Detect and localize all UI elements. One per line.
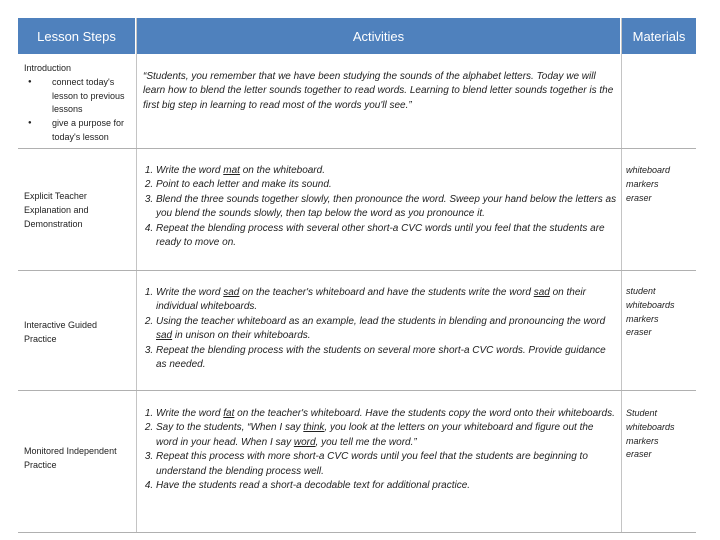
activity-list [143, 164, 617, 250]
material-item: whiteboard [626, 165, 671, 175]
activity-guided-practice [143, 286, 617, 372]
target-word: mat [223, 165, 240, 176]
activity-list [143, 407, 617, 493]
step-bullet-list [24, 76, 134, 145]
activity-explicit-teacher [143, 164, 617, 250]
step-bullet: ● connect today's lesson to previous lessons [52, 76, 134, 117]
step-independent-practice [24, 445, 124, 473]
header-activities-label: Activities [352, 28, 405, 44]
material-item: markers [626, 435, 659, 446]
header-lesson-steps [18, 18, 135, 54]
list-item: 1. Write the word sad on the teacher's whiteboard and have the students write the word sad on their individual whiteboards. [156, 286, 617, 315]
header-activities [137, 18, 620, 54]
column-divider [136, 18, 137, 532]
list-item: 3. Blend the three sounds together slowly, then pronounce the word. Sweep your hand below the letters as you blend the sounds slowly, then tap below the word as you pronounce it. [156, 193, 617, 222]
target-word: word [293, 436, 316, 448]
step-title: Explicit Teacher Explanation and Demonstration [24, 191, 89, 229]
list-item: 4. Repeat the blending process with several other short-a CVC words until you feel that the students are ready to move on. [156, 222, 617, 251]
material-item: whiteboards [626, 299, 675, 310]
list-item: 2. Using the teacher whiteboard as an example, lead the students in blending and pronouncing the word sad in unison on their whiteboards. [156, 315, 617, 344]
list-item: 4. Have the students read a short-a decodable text for additional practice. [156, 479, 617, 493]
row-divider [18, 148, 696, 149]
row-divider [18, 270, 696, 271]
step-introduction [24, 62, 134, 145]
step-title: Introduction [24, 63, 72, 73]
step-title: Monitored Independent Practice [24, 446, 117, 470]
list-item: 2. Say to the students, “When I say think, you look at the letters on your whiteboard and figure out the word in your head. When I say word, you tell me the word.” [156, 421, 617, 450]
activity-independent-practice [143, 407, 617, 493]
column-divider [621, 18, 622, 532]
materials-guided-practice [626, 285, 696, 340]
row-divider [18, 532, 696, 533]
row-divider [18, 390, 696, 391]
material-item: whiteboards [626, 421, 675, 432]
step-title: Interactive Guided Practice [24, 320, 98, 344]
activity-paragraph: “Students, you remember that we have been studying the sounds of the alphabet letters. Today we will learn how to blend the letter sounds together to read words. Learning to blend letter sounds together is the first big step in learning to read most of the words you'll see.” [143, 71, 614, 111]
header-materials [622, 18, 696, 54]
step-guided-practice [24, 319, 104, 347]
material-item: eraser [626, 192, 652, 203]
step-bullet: ● give a purpose for today's lesson [52, 117, 134, 145]
target-word: sad [223, 287, 240, 298]
target-word: think [303, 422, 325, 434]
material-item: markers [626, 313, 659, 324]
target-word: sad [533, 287, 550, 298]
materials-explicit-teacher [626, 164, 696, 205]
header-materials-label: Materials [632, 28, 686, 44]
activity-list [143, 286, 617, 372]
list-item: 1. Write the word fat on the teacher's whiteboard. Have the students copy the word onto their whiteboards. [156, 407, 617, 421]
list-item: 3. Repeat this process with more short-a CVC words until you feel that the students are beginning to understand the blending process well. [156, 450, 617, 479]
material-item: student [626, 286, 656, 296]
list-item: 1. Write the word mat on the whiteboard. [156, 164, 617, 178]
material-item: eraser [626, 327, 652, 338]
step-explicit-teacher [24, 190, 104, 231]
list-item: 2. Point to each letter and make its sound. [156, 178, 617, 192]
material-item: eraser [626, 449, 652, 460]
materials-independent-practice [626, 407, 696, 462]
list-item: 3. Repeat the blending process with the students on several more short-a CVC words. Provide guidance as needed. [156, 344, 617, 373]
material-item: Student [626, 408, 658, 418]
material-item: markers [626, 178, 659, 189]
activity-introduction [143, 70, 615, 113]
target-word: fat [223, 408, 235, 419]
header-lesson-steps-label: Lesson Steps [37, 28, 116, 44]
target-word: sad [156, 330, 173, 342]
